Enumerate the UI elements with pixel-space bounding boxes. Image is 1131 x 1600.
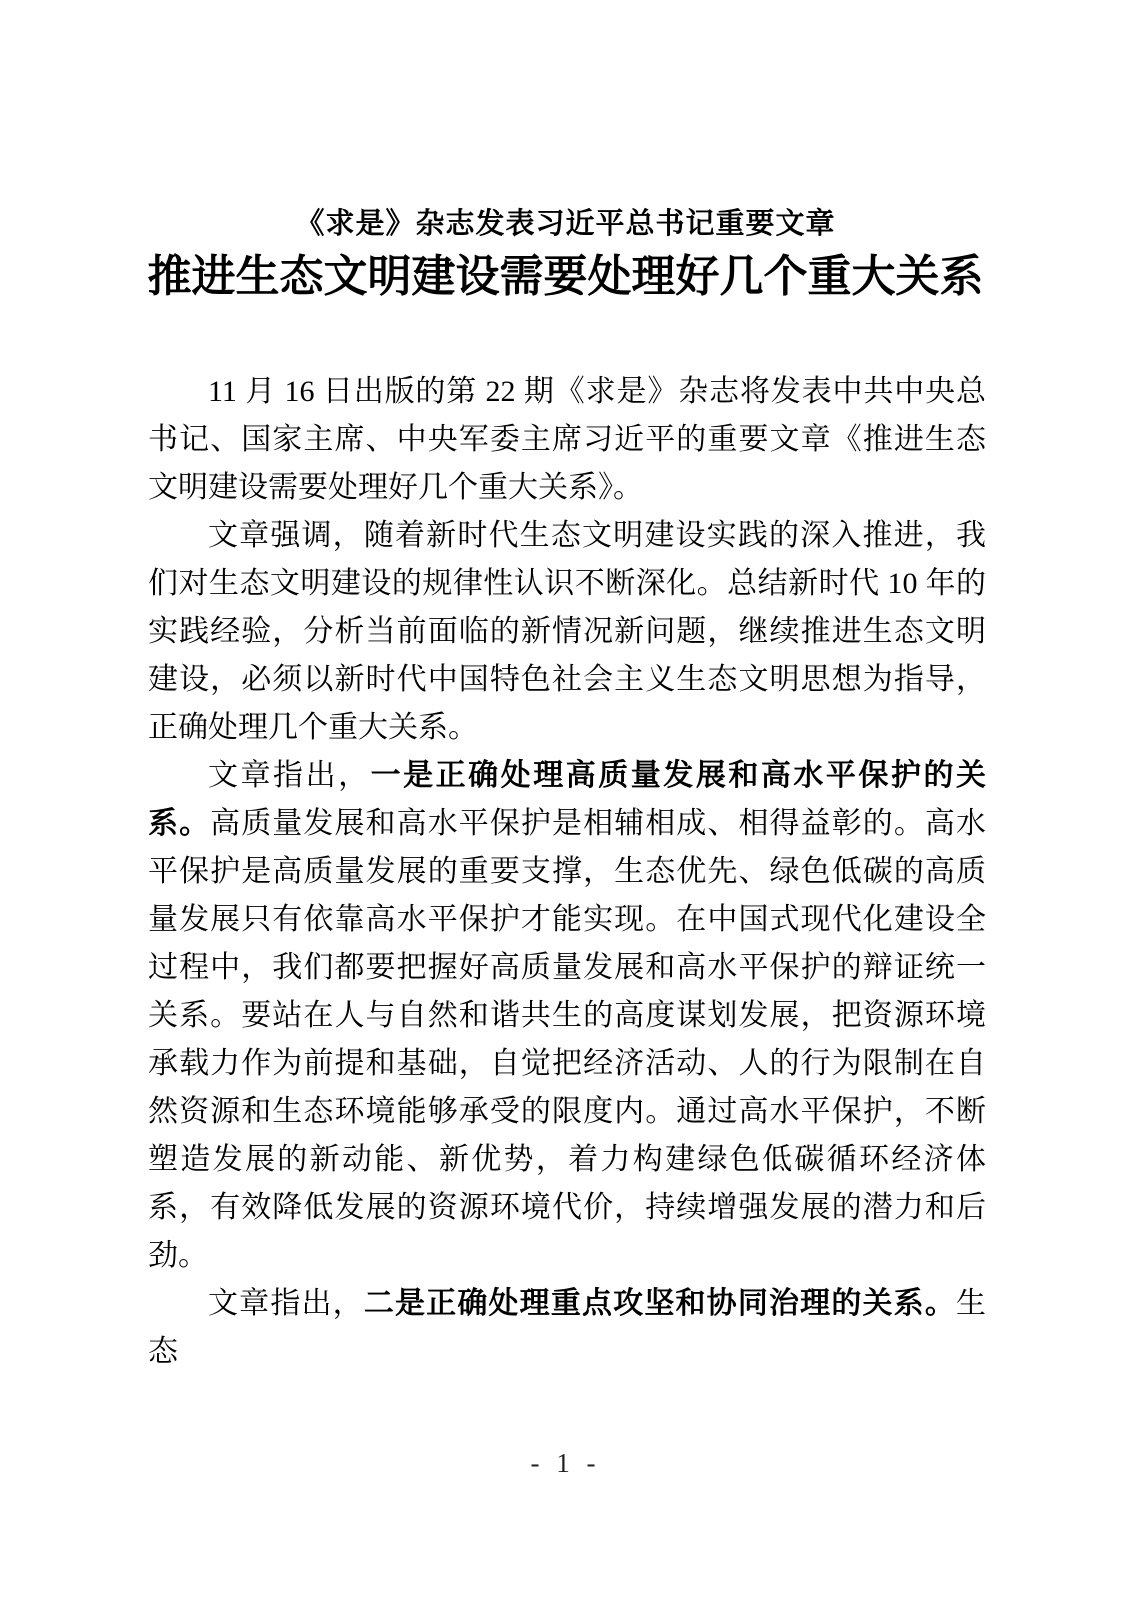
document-header — [0, 0, 1131, 302]
paragraph-point-two-rest: 生态 — [148, 1287, 987, 1368]
article-title: 推进生态文明建设需要处理好几个重大关系 — [147, 252, 984, 301]
paragraph-point-one-rest: 高质量发展和高水平保护是相辅相成、相得益彰的。高水平保护是高质量发展的重要支撑，生态优先、绿色低碳的高质量发展只有依靠高水平保护才能实现。在中国式现代化建设全过程中，我们都要把握好高质量发展和高水平保护的辩证统一关系。要站在人与自然和谐共生的高度谋划发展，把资源环境承载力作为前提和基础，自觉把经济活动、人的行为限制在自然资源和生态环境能够承受的限度内。通过高水平保护，不断塑造发展的新动能、新优势，着力构建绿色低碳循环经济体系，有效降低发展的资源环境代价，持续增强发展的潜力和后劲。 — [148, 807, 987, 1272]
paragraph-intro-text: 11 月 16 日出版的第 22 期《求是》杂志将发表中共中央总书记、国家主席、中央军委主席习近平的重要文章《推进生态文明建设需要处理好几个重大关系》。 — [148, 375, 986, 504]
paragraph-intro — [148, 368, 986, 512]
paragraph-point-one-prefix: 文章指出， — [208, 759, 371, 792]
paragraph-point-two-lead: 二是正确处理重点攻坚和协同治理的关系。 — [363, 1287, 957, 1320]
article-kicker: 《求是》杂志发表习近平总书记重要文章 — [295, 208, 836, 240]
paragraph-point-one-lead: 一是正确处理高质量发展和高水平保护的关系。 — [148, 759, 987, 840]
paragraph-emphasis-text: 文章强调，随着新时代生态文明建设实践的深入推进，我们对生态文明建设的规律性认识不断深化。总结新时代 10 年的实践经验，分析当前面临的新情况新问题，继续推进生态文明建设，必须以新时代中国特色社会主义生态文明思想为指导，正确处理几个重大关系。 — [148, 519, 986, 744]
paragraph-point-one — [148, 752, 986, 1280]
paragraph-point-two-prefix: 文章指出， — [208, 1287, 364, 1320]
article-body — [148, 368, 986, 1376]
page-number: - 1 - — [530, 1448, 601, 1478]
paragraph-point-two — [148, 1280, 986, 1376]
paragraph-emphasis — [148, 512, 986, 752]
